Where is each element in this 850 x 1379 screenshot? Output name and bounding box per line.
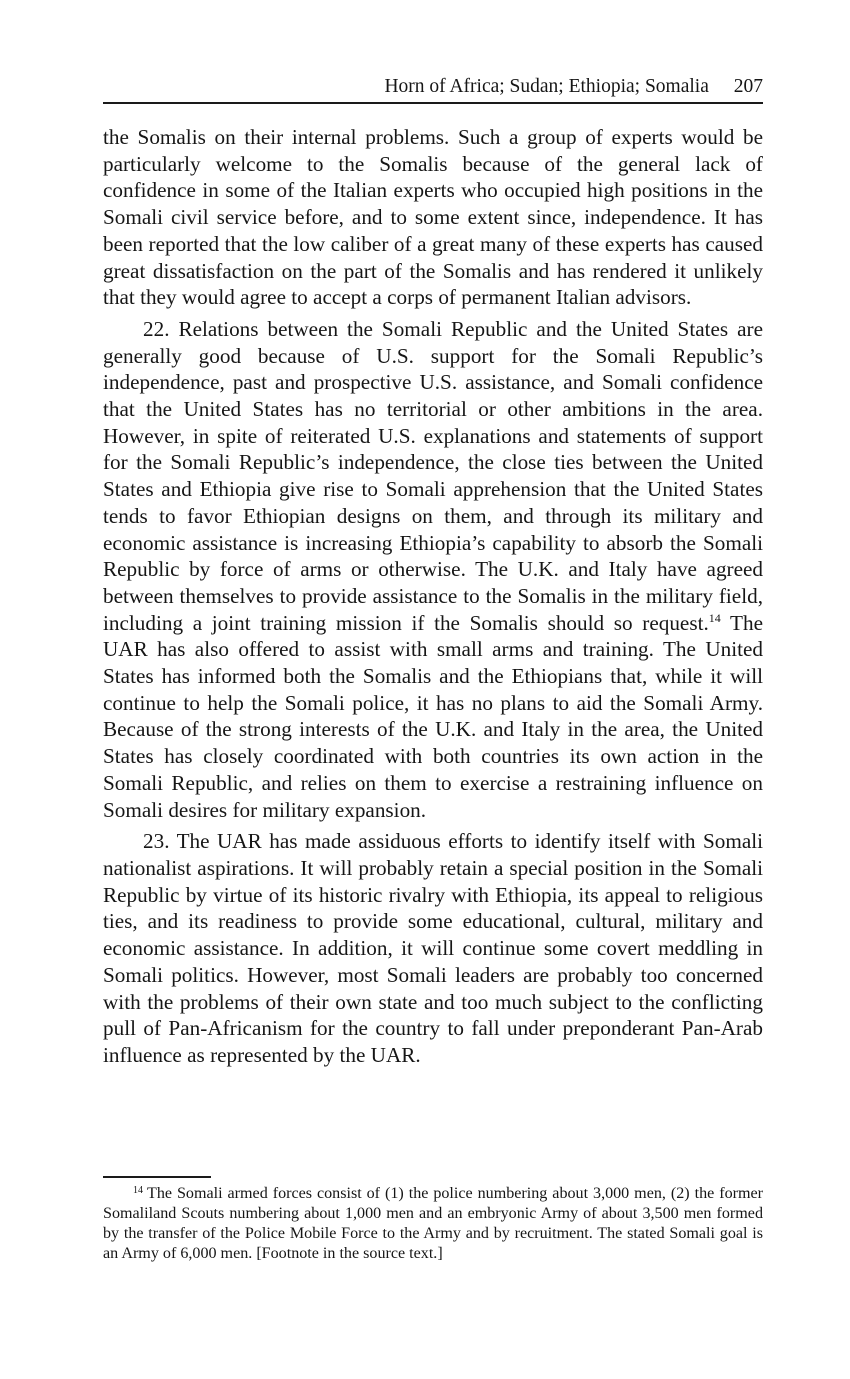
footnote-divider: [103, 1176, 211, 1178]
footnote-text: The Somali armed forces consist of (1) the police numbering about 3,000 men, (2) the former Somaliland Scouts numbering about 1,000 men and an embryonic Army of about 3,500 men formed by the transfer of the Police Mobile Force to the Army and by recruitment. The stated Somali goal is an Army of 6,000 men. [Footnote in the source text.]: [103, 1185, 763, 1262]
paragraph-22-part-a: 22. Relations between the Somali Republic and the United States are generally good because of U.S. support for the Somali Republic’s independence, past and prospective U.S. assistance, and Somali confidence that the United States has no territorial or other ambitions in the area. However, in spite of reiterated U.S. explanations and statements of support for the Somali Republic’s independence, the close ties between the United States and Ethiopia give rise to Somali apprehension that the United States tends to favor Ethiopian designs on them, and through its military and economic assistance is increasing Ethiopia’s capability to absorb the Somali Republic by force of arms or otherwise. The U.K. and Italy have agreed between themselves to provide assistance to the Somalis in the military field, including a joint training mission if the Somalis should so request.: [103, 316, 763, 635]
paragraph-continued: the Somalis on their internal problems. Such a group of experts would be particularly welcome to the Somalis because of the general lack of confidence in some of the Italian experts who occupied high positions in the Somali civil service before, and to some extent since, independence. It has been reported that the low caliber of a great many of these experts has caused great dissatisfaction on the part of the Somalis and has rendered it unlikely that they would agree to accept a corps of permanent Italian advisors.: [103, 125, 763, 310]
page-number: 207: [733, 76, 763, 97]
footnote-number: 14: [133, 1185, 143, 1196]
paragraph-22-part-b: The UAR has also offered to assist with small arms and training. The United States has informed both the Somalis and the Ethiopians that, while it will continue to help the Somali police, it has no plans to aid the Somali Army. Because of the strong interests of the U.K. and Italy in the area, the United States has closely coordinated with both countries its own action in the Somali Republic, and relies on them to exercise a restraining influence on Somali desires for military expansion.: [103, 610, 763, 822]
running-title: Horn of Africa; Sudan; Ethiopia; Somalia: [384, 76, 709, 97]
footnote: [103, 1184, 763, 1264]
paragraph-23: 23. The UAR has made assiduous efforts to identify itself with Somali nationalist aspirations. It will probably retain a special position in the Somali Republic by virtue of its historic rivalry with Ethiopia, its appeal to religious ties, and its readiness to provide some educational, cultural, military and economic assistance. In addition, it will continue some covert meddling in Somali politics. However, most Somali leaders are probably too concerned with the problems of their own state and too much subject to the conflicting pull of Pan-Africanism for the country to fall under preponderant Pan-Arab influence as represented by the UAR.: [103, 829, 763, 1067]
running-header: [103, 72, 763, 104]
main-text: [103, 124, 763, 1074]
paragraph-22: [103, 316, 763, 823]
footnote-reference: 14: [708, 610, 721, 625]
